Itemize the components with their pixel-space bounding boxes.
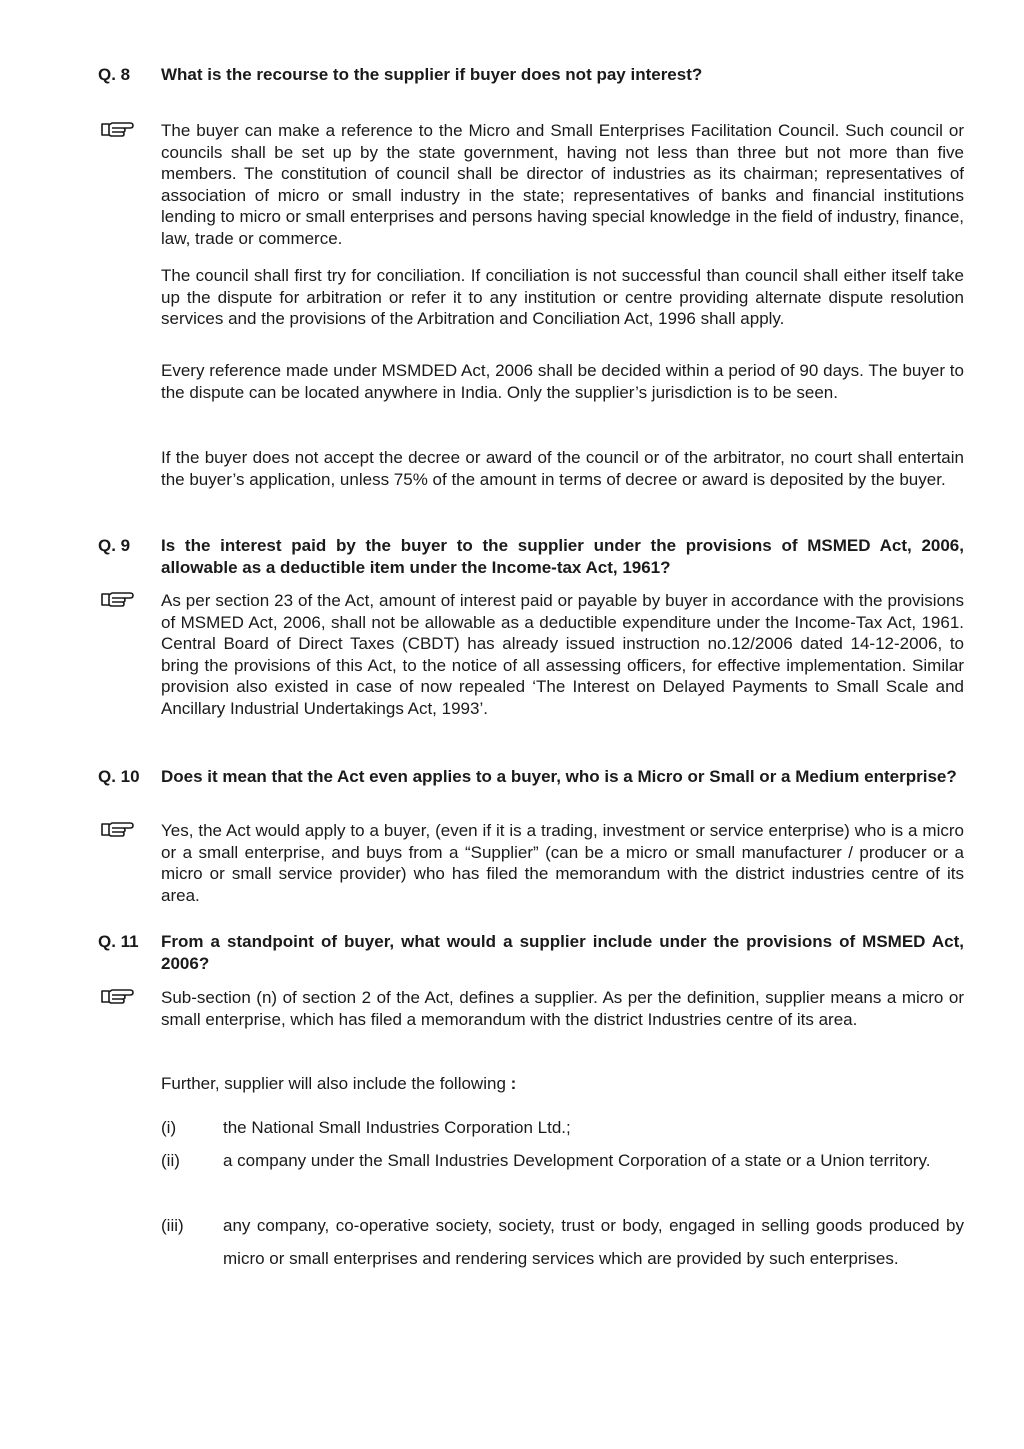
answer-8-paragraph-4: If the buyer does not accept the decree or award of the council or of the arbitrator, no court shall entertain the buyer’s application, unless 75% of the amount in terms of decree or award is deposited by the buyer. — [161, 448, 964, 489]
question-11 — [98, 931, 964, 974]
answer-9: As per section 23 of the Act, amount of interest paid or payable by buyer in accordance with the provisions of MSMED Act, 2006, shall not be allowable as a deductible expenditure under the Income-Tax Act, 1961. Central Board of Direct Taxes (CBDT) has already issued instruction no.12/2006 dated 14-12-2006, to bring the provisions of this Act, to the notice of all assessing officers, for effective implementation. Similar provision also existed in case of now repealed ‘The Interest on Delayed Payments to Small Scale and Ancillary Industrial Undertakings Act, 1993’. — [161, 591, 964, 718]
answer-11-further — [161, 1073, 964, 1095]
list-item — [161, 1144, 964, 1177]
answer-8-paragraph-3: Every reference made under MSMDED Act, 2006 shall be decided within a period of 90 days. The buyer to the dispute can be located anywhere in India. Only the supplier’s jurisdiction is to be seen. — [161, 361, 964, 402]
further-colon: : — [510, 1074, 517, 1093]
pointing-hand-icon — [100, 588, 136, 610]
pointing-hand-icon — [100, 985, 136, 1007]
list-item-text: a company under the Small Industries Development Corporation of a state or a Union territory. — [223, 1151, 931, 1170]
question-text: What is the recourse to the supplier if buyer does not pay interest? — [161, 65, 703, 84]
question-9 — [98, 535, 964, 578]
list-item — [161, 1111, 964, 1144]
list-item-number: (ii) — [161, 1151, 180, 1170]
question-number: Q. 8 — [98, 65, 131, 84]
pointing-hand-icon — [100, 118, 136, 140]
answer-10: Yes, the Act would apply to a buyer, (even if it is a trading, investment or service enterprise) who is a micro or a small enterprise, and buys from a “Supplier” (can be a micro or small manufacturer / producer or a micro or small service provider) who has filed the memorandum with the district industries centre of its area. — [161, 821, 964, 905]
list-item-text: the National Small Industries Corporation Ltd.; — [223, 1118, 571, 1137]
question-number: Q. 10 — [98, 767, 140, 786]
question-text: Is the interest paid by the buyer to the supplier under the provisions of MSMED Act, 2006, allowable as a deductible item under the Income-tax Act, 1961? — [161, 536, 964, 577]
list-item-number: (i) — [161, 1118, 177, 1137]
answer-8-paragraph-1: The buyer can make a reference to the Micro and Small Enterprises Facilitation Council. Such council or councils shall be set up by the state government, having not less than three but not more than five members. The constitution of council shall be director of industries as its chairman; representatives of association of micro or small industry in the state; representatives of banks and financial institutions lending to micro or small enterprises and persons having special knowledge in the field of industry, finance, law, trade or commerce. — [161, 121, 964, 248]
further-text: Further, supplier will also include the following — [161, 1074, 506, 1093]
list-item — [161, 1209, 964, 1275]
question-10 — [98, 766, 964, 788]
pointing-hand-icon — [100, 818, 136, 840]
question-text: From a standpoint of buyer, what would a supplier include under the provisions of MSMED Act, 2006? — [161, 932, 964, 973]
question-number: Q. 11 — [98, 932, 139, 951]
question-number: Q. 9 — [98, 536, 131, 555]
question-8 — [98, 64, 964, 86]
question-text: Does it mean that the Act even applies to a buyer, who is a Micro or Small or a Medium enterprise? — [161, 767, 957, 786]
list-item-text: any company, co-operative society, society, trust or body, engaged in selling goods produced by micro or small enterprises and rendering services which are provided by such enterprises. — [223, 1216, 964, 1268]
answer-11: Sub-section (n) of section 2 of the Act, defines a supplier. As per the definition, supplier means a micro or small enterprise, which has filed a memorandum with the district Industries centre of its area. — [161, 988, 964, 1029]
answer-8-paragraph-2: The council shall first try for conciliation. If conciliation is not successful than council shall either itself take up the dispute for arbitration or refer it to any institution or centre providing alternate dispute resolution services and the provisions of the Arbitration and Conciliation Act, 1996 shall apply. — [161, 266, 964, 328]
list-item-number: (iii) — [161, 1216, 184, 1235]
